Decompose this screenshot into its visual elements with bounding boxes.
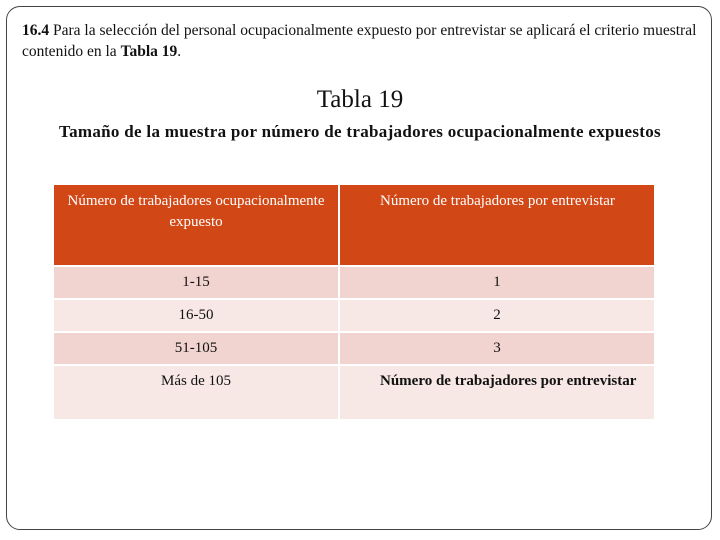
- header-workers-exposed: Número de trabajadores ocupacionalmente expuesto: [54, 185, 339, 266]
- table-cell: 1-15: [54, 266, 339, 299]
- table-cell: Más de 105: [54, 365, 339, 419]
- intro-text-end: .: [177, 43, 182, 60]
- intro-text: Para la selección del personal ocupacionalmente expuesto por entrevistar se aplicará el criterio muestral contenido en la: [22, 22, 697, 60]
- table-reference: Tabla 19: [120, 43, 178, 60]
- table-header-row: [54, 185, 654, 266]
- section-number: 16.4: [22, 22, 50, 39]
- table-cell: 51-105: [54, 332, 339, 365]
- table-row: [54, 299, 654, 332]
- table-cell: 3: [339, 332, 654, 365]
- table-cell: 16-50: [54, 299, 339, 332]
- table-row: [54, 332, 654, 365]
- table-cell: Número de trabajadores por entrevistar: [339, 365, 654, 419]
- table-title: Tabla 19: [316, 86, 404, 113]
- table-caption: Tamaño de la muestra por número de trabajadores ocupacionalmente expuestos: [59, 122, 661, 141]
- table-cell: 2: [339, 299, 654, 332]
- table-cell: 1: [339, 266, 654, 299]
- intro-paragraph: [22, 20, 698, 62]
- table-row: [54, 365, 654, 419]
- table-row: [54, 266, 654, 299]
- header-workers-to-interview: Número de trabajadores por entrevistar: [339, 185, 654, 266]
- sample-size-table: [54, 185, 654, 419]
